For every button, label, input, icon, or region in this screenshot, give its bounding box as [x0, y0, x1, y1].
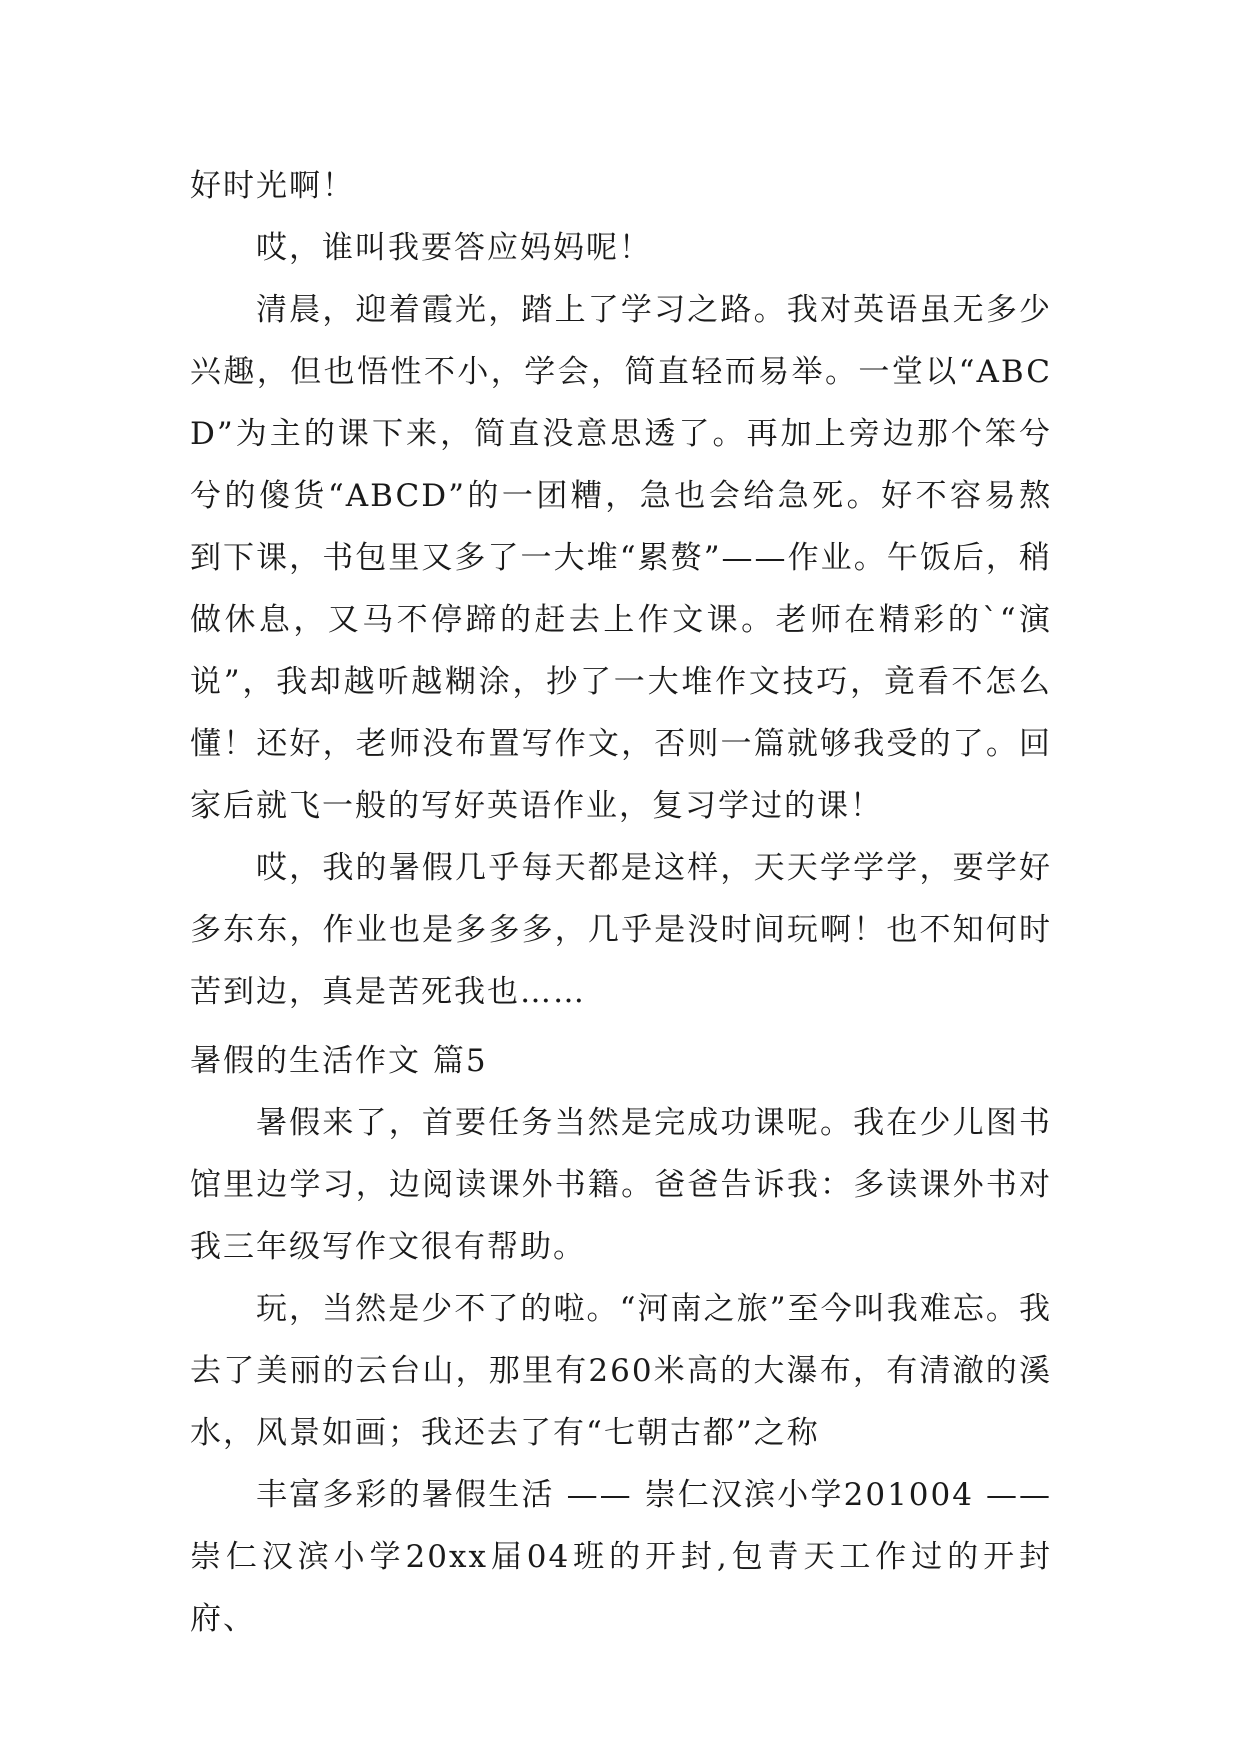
- section-heading: 暑假的生活作文 篇5: [190, 1043, 488, 1079]
- paragraph: 哎，我的暑假几乎每天都是这样，天天学学学，要学好多东东，作业也是多多多，几乎是没时间玩啊！也不知何时苦到边，真是苦死我也……: [190, 850, 1052, 1010]
- paragraph: 玩，当然是少不了的啦。“河南之旅”至今叫我难忘。我去了美丽的云台山，那里有260米高的大瀑布，有清澈的溪水，风景如画；我还去了有“七朝古都”之称: [190, 1291, 1052, 1451]
- carryover-line: 好时光啊！: [190, 168, 355, 204]
- paragraph: 哎，谁叫我要答应妈妈呢！: [256, 230, 652, 266]
- document-body-part1: [190, 155, 1052, 1023]
- paragraph: 丰富多彩的暑假生活 —— 崇仁汉滨小学201004 ——崇仁汉滨小学20xx届04班的开封,包青天工作过的开封府、: [190, 1477, 1052, 1637]
- paragraph: 清晨，迎着霞光，踏上了学习之路。我对英语虽无多少兴趣，但也悟性不小，学会，简直轻而易举。一堂以“ABCD”为主的课下来，简直没意思透了。再加上旁边那个笨兮兮的傻货“ABCD”的一团糟，急也会给急死。好不容易熬到下课，书包里又多了一大堆“累赘”——作业。午饭后，稍做休息，又马不停蹄的赶去上作文课。老师在精彩的`“演说”，我却越听越糊涂，抄了一大堆作文技巧，竟看不怎么懂！还好，老师没布置写作文，否则一篇就够我受的了。回家后就飞一般的写好英语作业，复习学过的课！: [190, 292, 1052, 824]
- document-body-section5: [190, 1092, 1052, 1650]
- paragraph: 暑假来了，首要任务当然是完成功课呢。我在少儿图书馆里边学习，边阅读课外书籍。爸爸告诉我：多读课外书对我三年级写作文很有帮助。: [190, 1105, 1052, 1265]
